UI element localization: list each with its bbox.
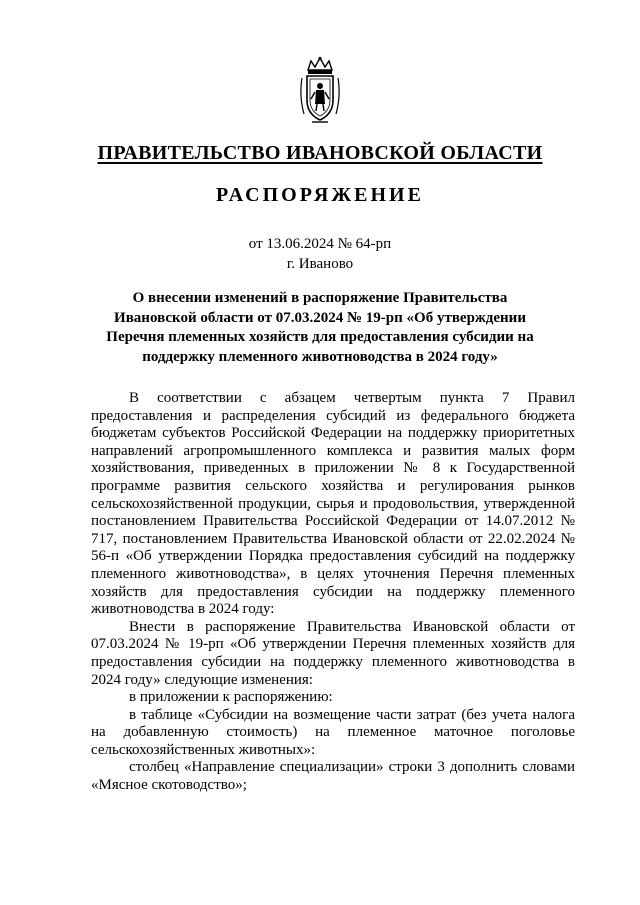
body-paragraph: в таблице «Субсидии на возмещение части затрат (без учета налога на добавленную стоимость) на племенное маточное поголовье сельскохозяйственных животных»: <box>91 706 575 758</box>
body-paragraph: Внести в распоряжение Правительства Ивановской области от 07.03.2024 № 19-рп «Об утверждении Перечня племенных хозяйств для предоставления субсидии на поддержку племенного животноводства в 2024 году» следующие изменения: <box>91 618 575 688</box>
document-city: г. Иваново <box>286 256 354 272</box>
coat-of-arms-icon <box>296 56 344 126</box>
document-meta <box>0 234 640 274</box>
body-paragraph: столбец «Направление специализации» строки 3 дополнить словами «Мясное скотоводство»; <box>91 759 575 794</box>
document-type-title: РАСПОРЯЖЕНИЕ <box>216 184 424 206</box>
government-title: ПРАВИТЕЛЬСТВО ИВАНОВСКОЙ ОБЛАСТИ <box>97 142 543 164</box>
document-body <box>91 390 575 795</box>
body-paragraph: в приложении к распоряжению: <box>129 689 333 706</box>
document-subject: О внесении изменений в распоряжение Правительства Ивановской области от 07.03.2024 № 19-рп «Об утверждении Перечня племенных хозяйств для предоставления субсидии на поддержку племенного животноводства в 2024 году» <box>106 290 534 365</box>
document-date-number: от 13.06.2024 № 64-рп <box>248 236 392 252</box>
body-paragraph: В соответствии с абзацем четвертым пункта 7 Правил предоставления и распределения субсидий из федерального бюджета бюджетам субъектов Российской Федерации на поддержку приоритетных направлений агропромышленного комплекса и развития малых форм хозяйствования, приведенных в приложении № 8 к Государственной программе развития сельского хозяйства и регулирования рынков сельскохозяйственной продукции, сырья и продовольствия, утвержденной постановлением Правительства Российской Федерации от 14.07.2012 № 717, постановлением Правительства Ивановской области от 22.02.2024 № 56-п «Об утверждении Порядка предоставления субсидий на поддержку племенного животноводства», в целях уточнения Перечня племенных хозяйств для предоставления субсидии на поддержку племенного животноводства в 2024 году: <box>91 390 575 618</box>
